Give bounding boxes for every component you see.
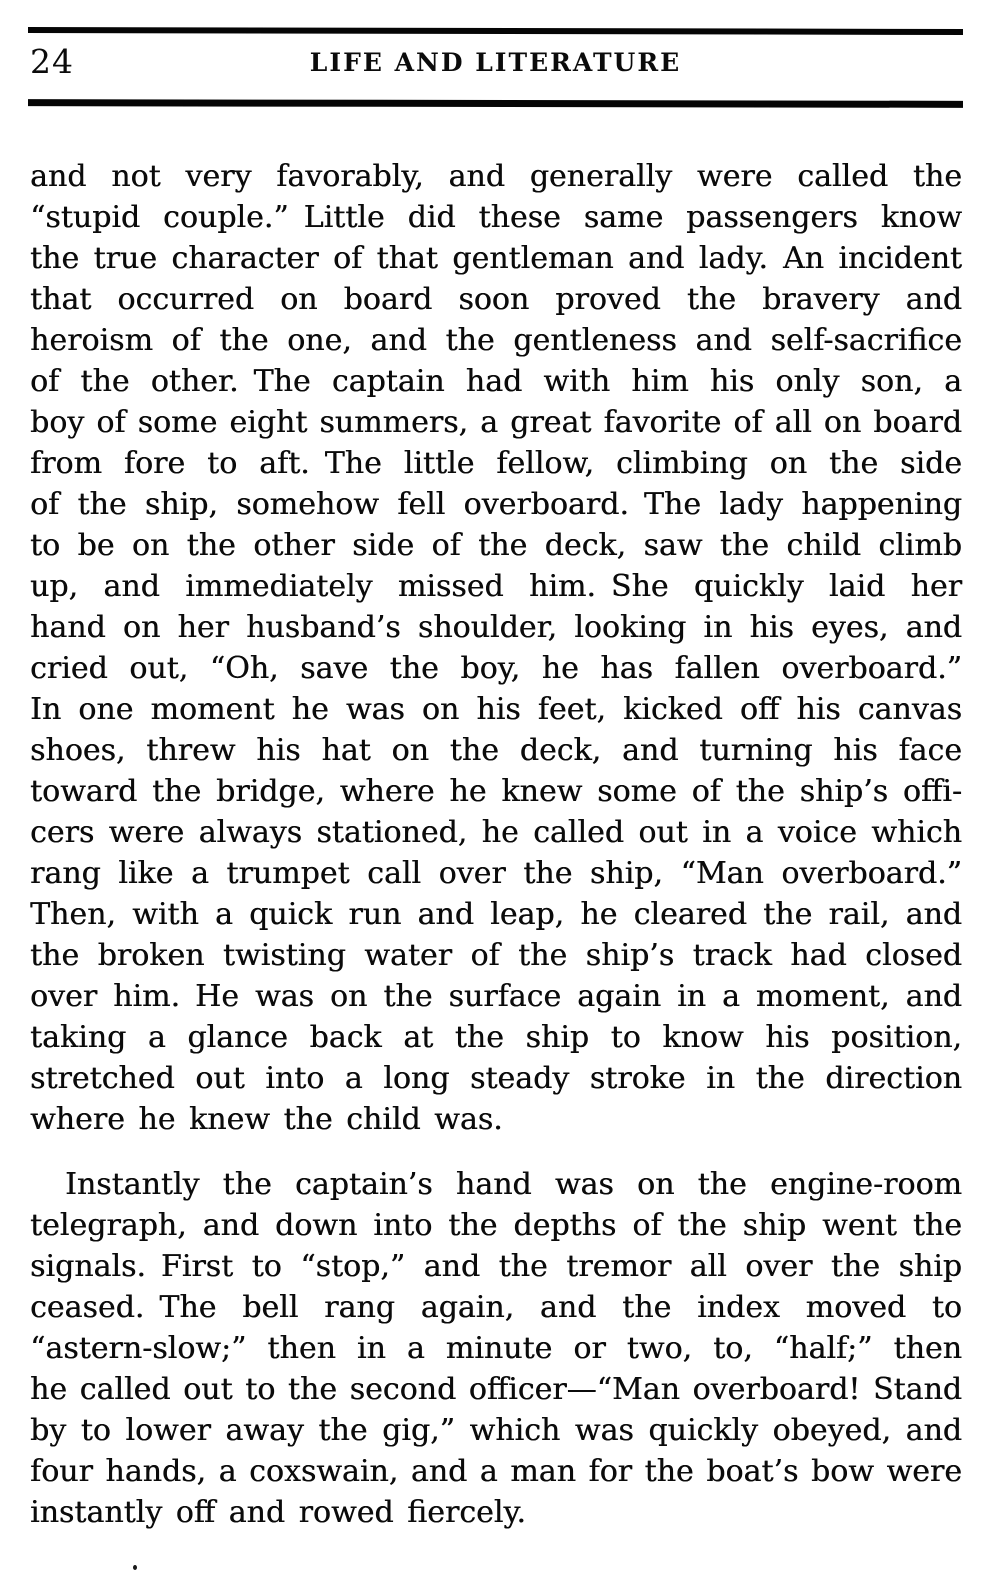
text-line: of the ship, somehow fell overboard. The lady happening — [30, 487, 962, 522]
text-line: that occurred on board soon proved the bravery and — [30, 282, 962, 317]
text-line: toward the bridge, where he knew some of the ship’s offi- — [30, 774, 962, 809]
text-line: from fore to aft. The little fellow, climbing on the side — [30, 446, 962, 481]
text-line: boy of some eight summers, a great favorite of all on board — [30, 405, 962, 440]
text-line: telegraph, and down into the depths of the ship went the — [30, 1208, 962, 1243]
text-line: where he knew the child was. — [30, 1102, 503, 1137]
text-line: taking a glance back at the ship to know his position, — [30, 1020, 962, 1055]
ink-speck — [133, 1565, 137, 1570]
text-line: instantly off and rowed fiercely. — [30, 1495, 526, 1530]
text-line: and not very favorably, and generally were called the — [30, 159, 962, 194]
text-line: “stupid couple.” Little did these same passengers know — [30, 200, 962, 235]
text-line: cried out, “Oh, save the boy, he has fallen overboard.” — [30, 651, 962, 686]
text-line: heroism of the one, and the gentleness and self-sacrifice — [30, 323, 962, 358]
header-rule-top — [28, 27, 963, 35]
page-number: 24 — [30, 42, 74, 81]
text-line: Then, with a quick run and leap, he cleared the rail, and — [30, 897, 962, 932]
text-line: In one moment he was on his feet, kicked off his canvas — [30, 692, 962, 727]
text-line: shoes, threw his hat on the deck, and turning his face — [30, 733, 962, 768]
text-line: rang like a trumpet call over the ship, “Man overboard.” — [30, 856, 962, 891]
header-rule-bottom — [28, 99, 963, 108]
text-line: cers were always stationed, he called out in a voice which — [30, 815, 962, 850]
paragraph — [30, 156, 962, 1140]
text-line: to be on the other side of the deck, saw the child climb — [30, 528, 962, 563]
paragraph — [30, 1164, 962, 1533]
text-line: he called out to the second officer—“Man overboard! Stand — [30, 1372, 962, 1407]
running-header — [28, 42, 963, 86]
text-line: “astern-slow;” then in a minute or two, to, “half;” then — [30, 1331, 962, 1366]
text-line: signals. First to “stop,” and the tremor all over the ship — [30, 1249, 962, 1284]
text-line: stretched out into a long steady stroke in the direction — [30, 1061, 962, 1096]
text-line: the true character of that gentleman and lady. An incident — [30, 241, 962, 276]
text-line: hand on her husband’s shoulder, looking in his eyes, and — [30, 610, 962, 645]
text-line: of the other. The captain had with him his only son, a — [30, 364, 962, 399]
running-title: LIFE AND LITERATURE — [309, 48, 682, 77]
text-line: the broken twisting water of the ship’s track had closed — [30, 938, 962, 973]
page-body — [30, 156, 962, 1533]
text-line: over him. He was on the surface again in a moment, and — [30, 979, 962, 1014]
text-line: four hands, a coxswain, and a man for the boat’s bow were — [30, 1454, 962, 1489]
text-line: Instantly the captain’s hand was on the engine-room — [65, 1167, 962, 1202]
text-line: by to lower away the gig,” which was quickly obeyed, and — [30, 1413, 962, 1448]
text-line: ceased. The bell rang again, and the index moved to — [30, 1290, 962, 1325]
text-line: up, and immediately missed him. She quickly laid her — [30, 569, 962, 604]
